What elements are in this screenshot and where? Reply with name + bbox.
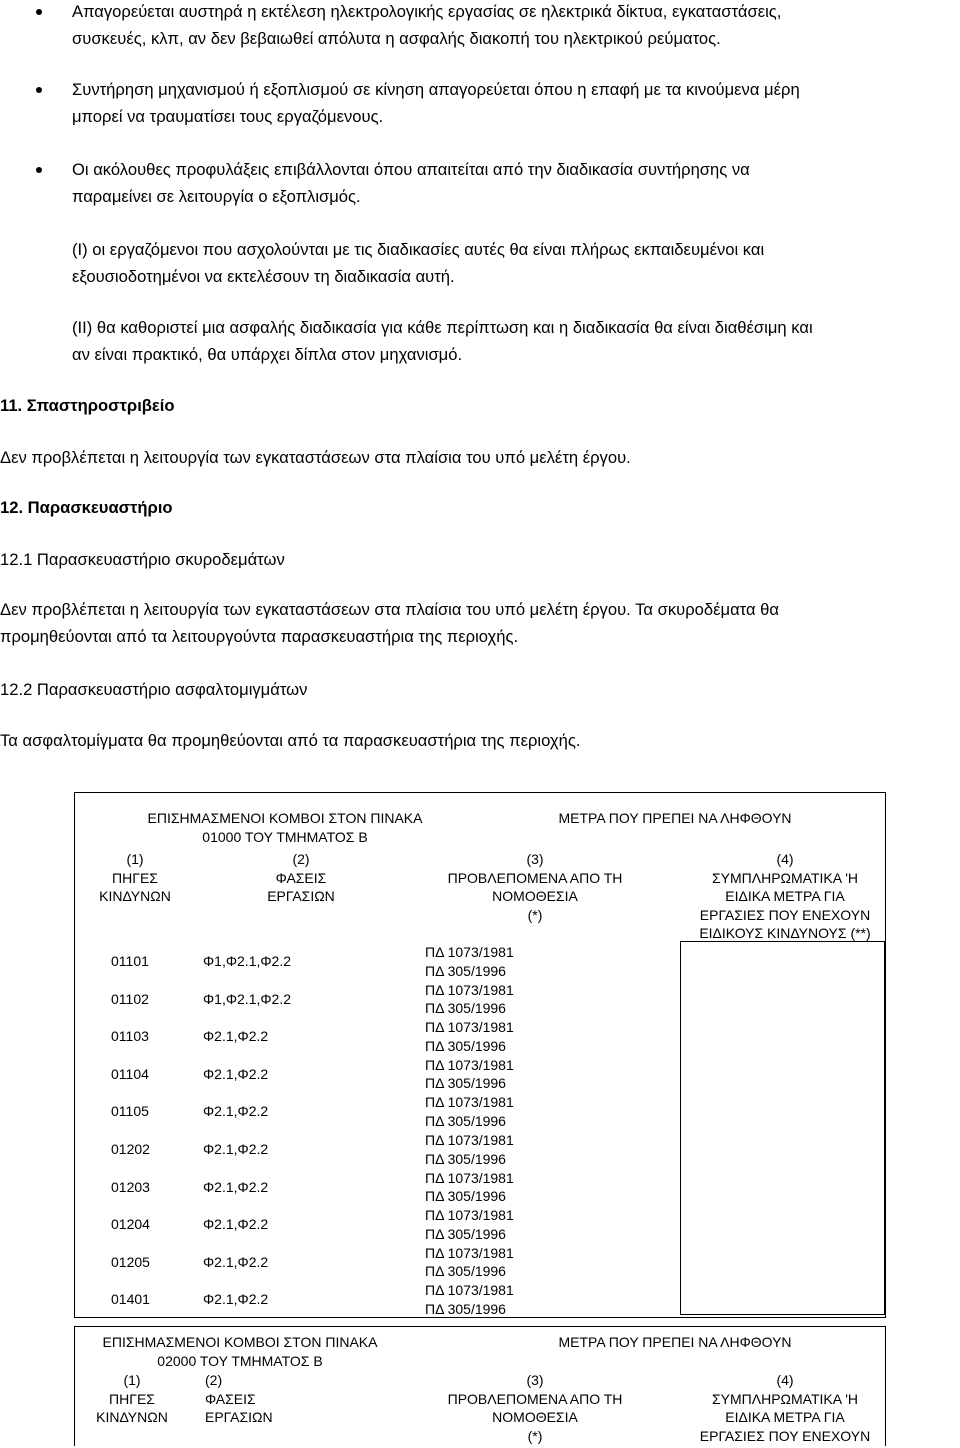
col-additional-measures: (4) ΣΥΜΠΛΗΡΩΜΑΤΙΚΑ 'Η ΕΙΔΙΚΑ ΜΕΤΡΑ ΓΙΑ ΕΡΓΑΣΙΕΣ ΠΟΥ ΕΝΕΧΟΥΝ ΕΙΔΙΚΟΥΣ ΚΙΝΔΥΝΟΥΣ (**) bbox=[699, 851, 871, 942]
bullet-text: Συντήρηση μηχανισμού ή εξοπλισμού σε κίνηση απαγορεύεται όπου η επαφή με τα κινούμενα μέρη μπορεί να τραυματίσει τους εργαζόμενους. bbox=[72, 80, 800, 126]
row-legislation bbox=[425, 943, 514, 980]
row-code: 01104 bbox=[111, 1065, 149, 1082]
law-ref: ΠΔ 1073/1981 bbox=[425, 981, 514, 998]
row-legislation bbox=[425, 1281, 514, 1318]
bullet-dot bbox=[36, 87, 42, 93]
law-ref: ΠΔ 1073/1981 bbox=[425, 1056, 514, 1073]
row-code: 01103 bbox=[111, 1028, 149, 1045]
law-ref: ΠΔ 1073/1981 bbox=[425, 1244, 514, 1261]
row-phase: Φ2.1,Φ2.2 bbox=[203, 1103, 269, 1120]
law-ref: ΠΔ 1073/1981 bbox=[425, 1132, 514, 1148]
law-ref: ΠΔ 1073/1981 bbox=[425, 944, 514, 960]
law-ref: ΠΔ 305/1996 bbox=[425, 1188, 506, 1205]
row-code: 01102 bbox=[111, 990, 149, 1007]
law-ref: ΠΔ 305/1996 bbox=[425, 962, 506, 979]
section-11-text: Δεν προβλέπεται η λειτουργία των εγκαταστάσεων στα πλαίσια του υπό μελέτη έργου. bbox=[0, 448, 631, 467]
col-hazard-sources: (1) ΠΗΓΕΣ ΚΙΝΔΥΝΩΝ bbox=[99, 851, 171, 905]
col-legal-measures: (3) ΠΡΟΒΛΕΠΟΜΕΝΑ ΑΠΟ ΤΗ ΝΟΜΟΘΕΣΙΑ (*) bbox=[447, 851, 623, 923]
row-phase: Φ2.1,Φ2.2 bbox=[203, 1141, 269, 1157]
section-11-heading: 11. Σπαστηροστριβείο bbox=[0, 396, 175, 415]
row-legislation bbox=[425, 1018, 514, 1055]
law-ref: ΠΔ 305/1996 bbox=[425, 1075, 506, 1092]
section-12-2-text: Τα ασφαλτομίγματα θα προμηθεύονται από τα παρασκευαστήρια της περιοχής. bbox=[0, 731, 581, 750]
row-code: 01202 bbox=[111, 1141, 150, 1157]
row-phase: Φ1,Φ2.1,Φ2.2 bbox=[203, 953, 291, 969]
section-12-heading: 12. Παρασκευαστήριο bbox=[0, 498, 173, 517]
law-ref: ΠΔ 1073/1981 bbox=[425, 1169, 514, 1186]
row-legislation bbox=[425, 1093, 514, 1130]
law-ref: ΠΔ 1073/1981 bbox=[425, 1207, 514, 1224]
row-legislation bbox=[425, 1169, 514, 1206]
law-ref: ΠΔ 305/1996 bbox=[425, 1225, 506, 1242]
section-12-1-text: Δεν προβλέπεται η λειτουργία των εγκαταστάσεων στα πλαίσια του υπό μελέτη έργου. Τα σκυροδέματα θα προμηθεύονται από τα λειτουργούντα παρασκευαστήρια της περιοχής. bbox=[0, 600, 780, 646]
row-code: 01205 bbox=[111, 1253, 150, 1270]
bullet-text: Οι ακόλουθες προφυλάξεις επιβάλλονται όπου απαιτείται από την διαδικασία συντήρησης να παραμείνει σε λειτουργία ο εξοπλισμός. bbox=[72, 160, 750, 206]
table-1 bbox=[74, 792, 886, 1318]
law-ref: ΠΔ 305/1996 bbox=[425, 1150, 506, 1167]
law-ref: ΠΔ 305/1996 bbox=[425, 1112, 506, 1129]
table-2-measures-title: ΜΕΤΡΑ ΠΟΥ ΠΡΕΠΕΙ ΝΑ ΛΗΦΘΟΥΝ bbox=[558, 1334, 792, 1350]
row-code: 01101 bbox=[111, 953, 149, 969]
law-ref: ΠΔ 305/1996 bbox=[425, 1263, 506, 1280]
bullet-dot bbox=[36, 167, 42, 173]
col-hazard-sources: (1) ΠΗΓΕΣ ΚΙΝΔΥΝΩΝ bbox=[96, 1372, 168, 1426]
sub-item: (I) οι εργαζόμενοι που ασχολούνται με τις διαδικασίες αυτές θα είναι πλήρως εκπαιδευμένοι και εξουσιοδοτημένοι να εκτελέσουν τη διαδικασία αυτή. bbox=[72, 240, 765, 286]
row-legislation bbox=[425, 1206, 514, 1243]
row-phase: Φ2.1,Φ2.2 bbox=[203, 1253, 269, 1270]
section-12-1-title: 12.1 Παρασκευαστήριο σκυροδεμάτων bbox=[0, 550, 285, 569]
law-ref: ΠΔ 1073/1981 bbox=[425, 1019, 514, 1036]
law-ref: ΠΔ 1073/1981 bbox=[425, 1282, 514, 1299]
table-2 bbox=[74, 1326, 886, 1446]
law-ref: ΠΔ 305/1996 bbox=[425, 1000, 506, 1017]
blank-measures-box bbox=[680, 941, 885, 1315]
law-ref: ΠΔ 305/1996 bbox=[425, 1300, 506, 1317]
col-additional-measures: (4) ΣΥΜΠΛΗΡΩΜΑΤΙΚΑ 'Η ΕΙΔΙΚΑ ΜΕΤΡΑ ΓΙΑ ΕΡΓΑΣΙΕΣ ΠΟΥ ΕΝΕΧΟΥΝ bbox=[699, 1372, 871, 1444]
row-legislation bbox=[425, 1056, 514, 1093]
row-code: 01105 bbox=[111, 1103, 149, 1120]
law-ref: ΠΔ 305/1996 bbox=[425, 1037, 506, 1054]
row-phase: Φ2.1,Φ2.2 bbox=[203, 1065, 269, 1082]
bullet-text: Απαγορεύεται αυστηρά η εκτέλεση ηλεκτρολογικής εργασίας σε ηλεκτρικά δίκτυα, εγκαταστάσεις, συσκευές, κλπ, αν δεν βεβαιωθεί απόλυτα η ασφαλής διακοπή του ηλεκτρικού ρεύματος. bbox=[72, 2, 782, 48]
row-phase: Φ2.1,Φ2.2 bbox=[203, 1028, 269, 1045]
law-ref: ΠΔ 1073/1981 bbox=[425, 1094, 514, 1111]
col-work-phases: (2) ΦΑΣΕΙΣ ΕΡΓΑΣΙΩΝ bbox=[205, 1372, 273, 1426]
section-12-2-title: 12.2 Παρασκευαστήριο ασφαλτομιγμάτων bbox=[0, 680, 308, 699]
table-2-title: ΕΠΙΣΗΜΑΣΜΕΝΟΙ ΚΟΜΒΟΙ ΣΤΟΝ ΠΙΝΑΚΑ 02000 ΤΟΥ ΤΜΗΜΑΤΟΣ Β bbox=[102, 1334, 378, 1369]
row-code: 01203 bbox=[111, 1178, 150, 1195]
row-legislation bbox=[425, 981, 514, 1018]
row-legislation bbox=[425, 1244, 514, 1281]
row-phase: Φ2.1,Φ2.2 bbox=[203, 1178, 269, 1195]
row-code: 01401 bbox=[111, 1291, 150, 1308]
row-phase: Φ2.1,Φ2.2 bbox=[203, 1291, 269, 1308]
col-work-phases: (2) ΦΑΣΕΙΣ ΕΡΓΑΣΙΩΝ bbox=[267, 851, 335, 905]
row-phase: Φ2.1,Φ2.2 bbox=[203, 1216, 269, 1233]
bullet-dot bbox=[36, 9, 42, 15]
row-legislation bbox=[425, 1131, 514, 1168]
col-legal-measures: (3) ΠΡΟΒΛΕΠΟΜΕΝΑ ΑΠΟ ΤΗ ΝΟΜΟΘΕΣΙΑ (*) bbox=[447, 1372, 623, 1444]
sub-item: (II) θα καθοριστεί μια ασφαλής διαδικασία για κάθε περίπτωση και η διαδικασία θα είναι διαθέσιμη και αν είναι πρακτικό, θα υπάρχει δίπλα στον μηχανισμό. bbox=[72, 318, 813, 364]
row-code: 01204 bbox=[111, 1216, 150, 1233]
table-1-title: ΕΠΙΣΗΜΑΣΜΕΝΟΙ ΚΟΜΒΟΙ ΣΤΟΝ ΠΙΝΑΚΑ 01000 ΤΟΥ ΤΜΗΜΑΤΟΣ Β bbox=[147, 810, 423, 845]
row-phase: Φ1,Φ2.1,Φ2.2 bbox=[203, 990, 291, 1007]
table-1-measures-title: ΜΕΤΡΑ ΠΟΥ ΠΡΕΠΕΙ ΝΑ ΛΗΦΘΟΥΝ bbox=[558, 810, 792, 826]
